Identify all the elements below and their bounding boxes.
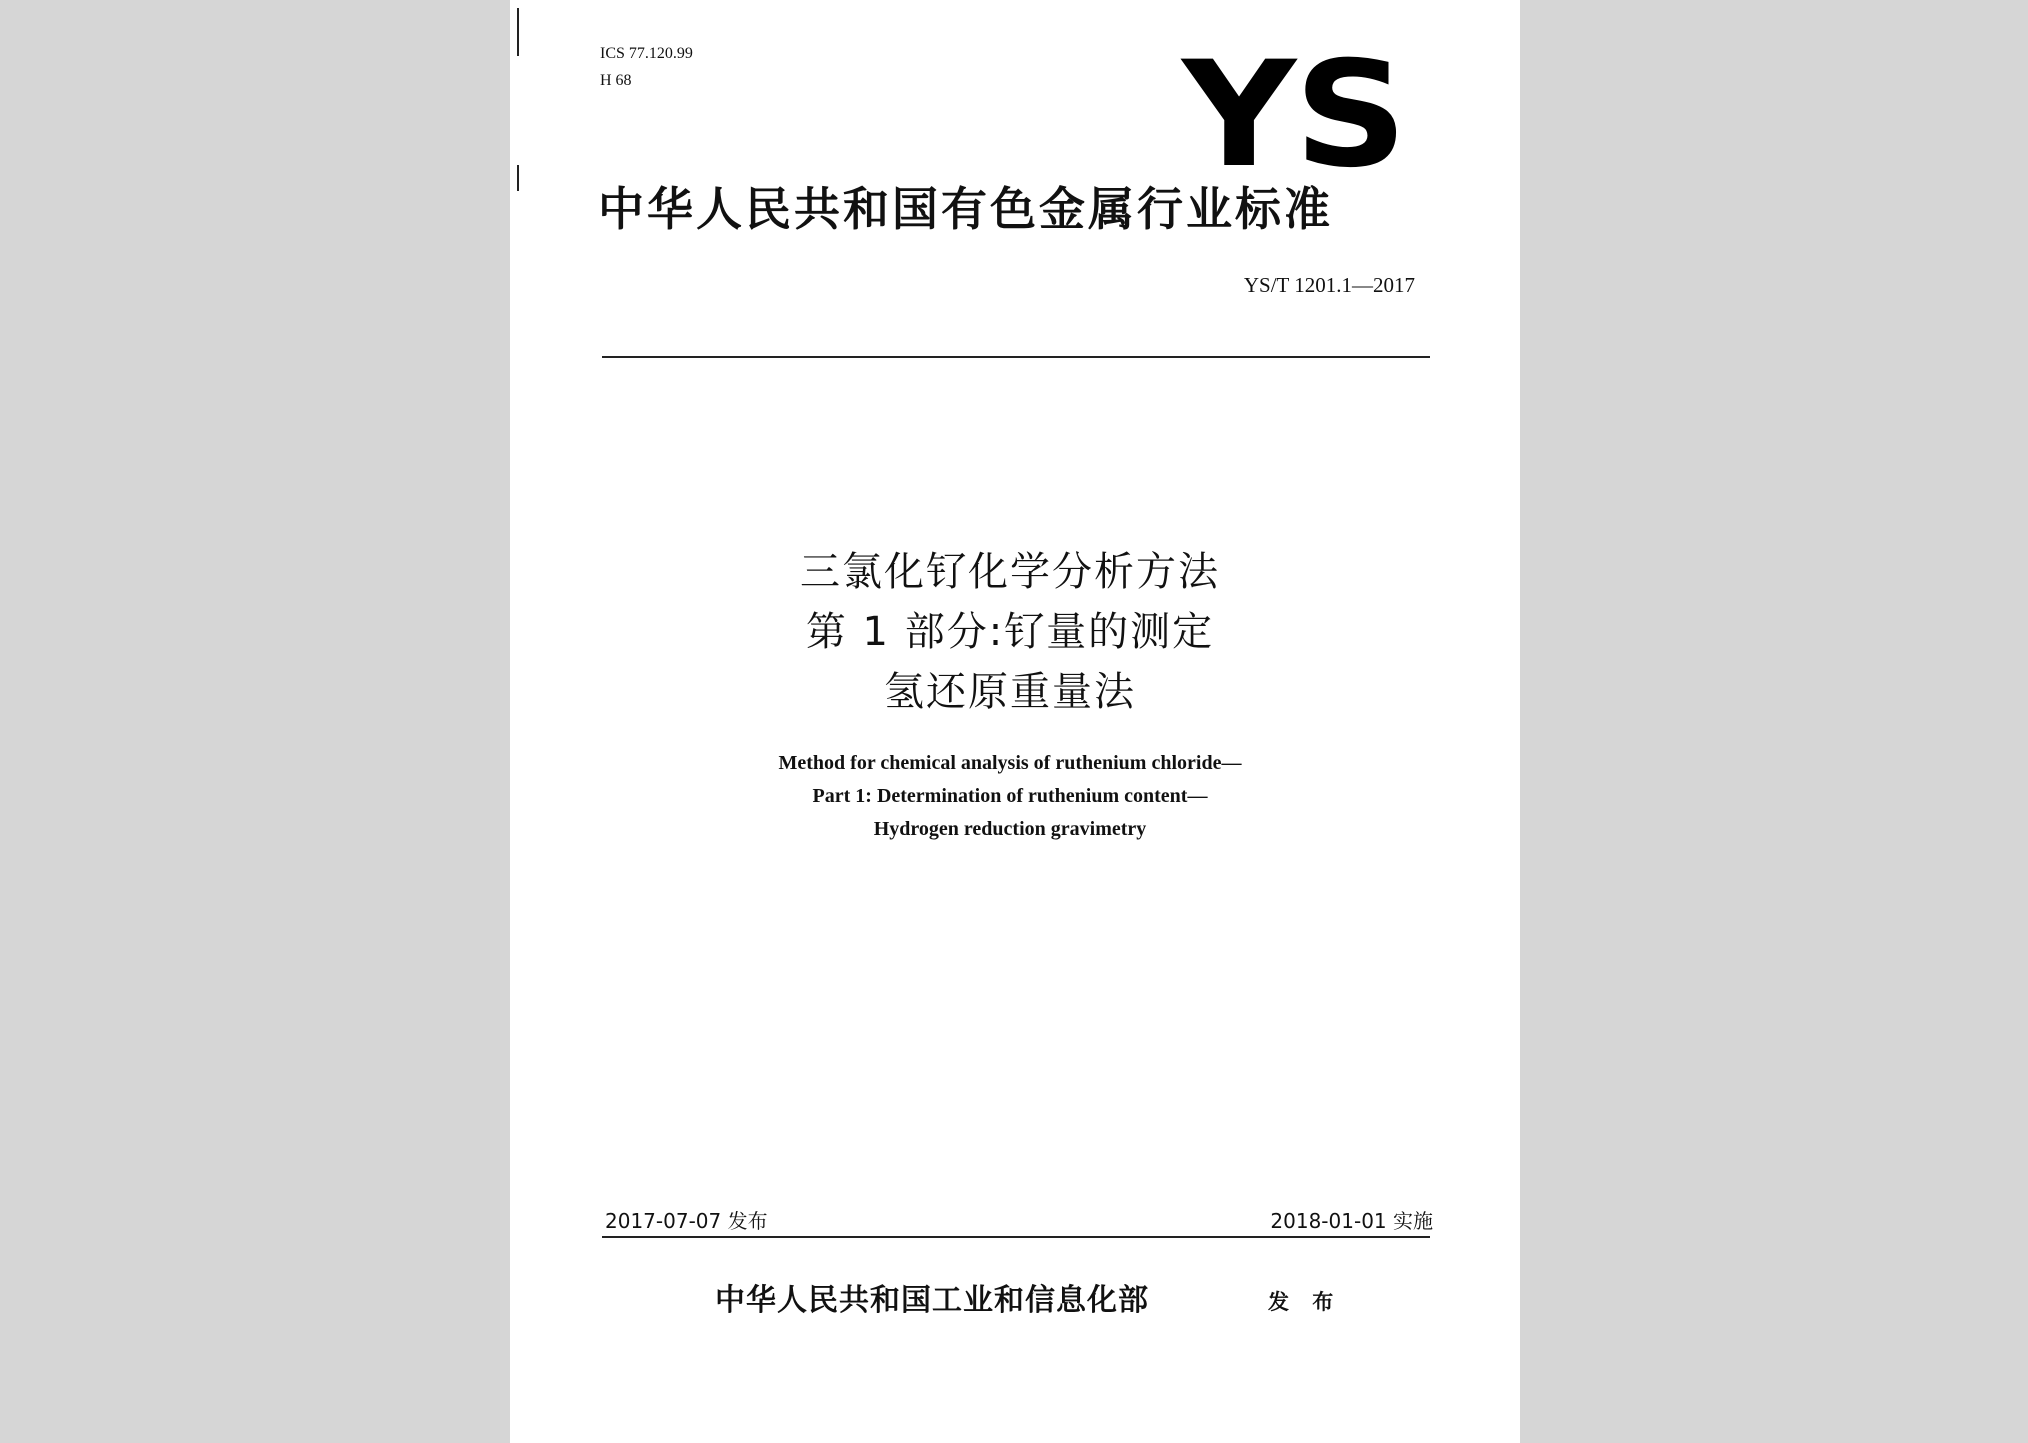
- scan-artifact: [517, 165, 519, 191]
- title-cn-line-3: 氢还原重量法: [884, 669, 1136, 715]
- standard-title: 中华人民共和国有色金属行业标准: [598, 182, 1333, 236]
- document-page: [510, 0, 1520, 1443]
- title-cn-line-1: 三氯化钌化学分析方法: [800, 549, 1220, 595]
- header-rule: [602, 356, 1430, 358]
- scan-artifact: [517, 8, 519, 56]
- title-en-line-2: Part 1: Determination of ruthenium content—: [812, 785, 1208, 807]
- title-en-line-1: Method for chemical analysis of ruthenium chloride—: [778, 752, 1242, 774]
- implement-date: 2018-01-01 实施: [1270, 1209, 1433, 1233]
- date-rule: [602, 1236, 1430, 1238]
- publish-label: 发 布: [1268, 1290, 1342, 1314]
- publisher: 中华人民共和国工业和信息化部: [715, 1283, 1149, 1318]
- title-en-line-3: Hydrogen reduction gravimetry: [873, 818, 1147, 840]
- standard-code: YS/T 1201.1—2017: [1243, 273, 1415, 297]
- classification-code: H 68: [600, 72, 632, 89]
- ics-code: ICS 77.120.99: [600, 45, 693, 62]
- ys-logo: YS: [1182, 30, 1406, 200]
- title-cn-line-2: 第 1 部分:钌量的测定: [805, 609, 1215, 655]
- issue-date: 2017-07-07 发布: [605, 1209, 768, 1233]
